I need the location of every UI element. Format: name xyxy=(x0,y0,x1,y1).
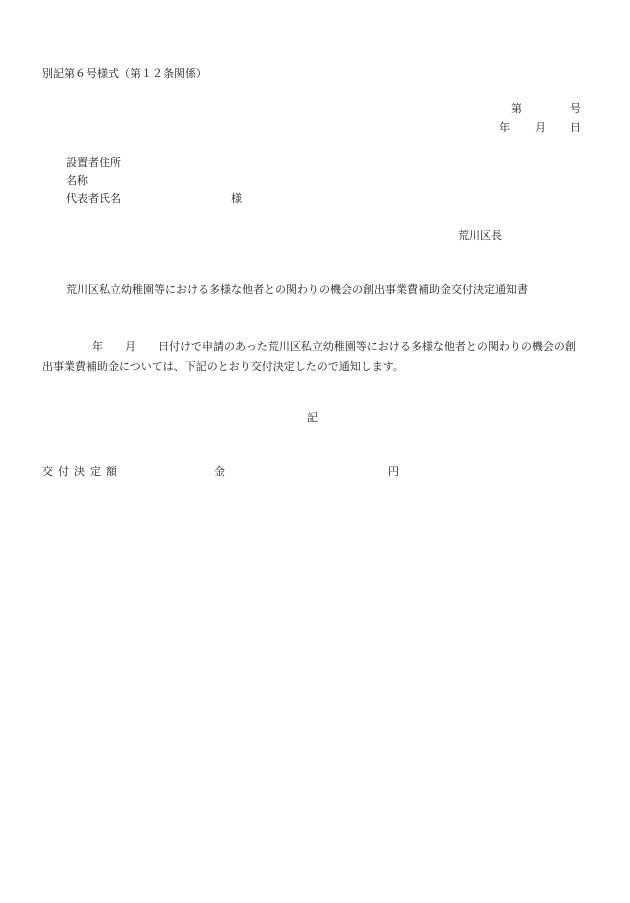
decision-kin: 金 xyxy=(214,465,225,478)
date-day: 日 xyxy=(570,121,581,134)
representative-label: 代表者氏名 xyxy=(66,192,121,205)
body-year: 年 xyxy=(92,340,103,353)
body-paragraph xyxy=(42,337,576,377)
issuer: 荒川区長 xyxy=(458,229,502,242)
ref-number-prefix: 第 xyxy=(511,102,522,115)
address-label: 設置者住所 xyxy=(66,156,121,169)
date-month: 月 xyxy=(535,121,546,134)
honorific: 様 xyxy=(231,192,242,205)
decision-yen: 円 xyxy=(388,465,399,478)
body-month: 月 xyxy=(125,340,136,353)
form-label: 別記第６号様式（第１２条関係） xyxy=(42,67,207,80)
decision-label: 交付決定額 xyxy=(42,465,122,478)
ki-marker: 記 xyxy=(307,411,318,424)
ref-number-suffix: 号 xyxy=(570,102,581,115)
name-label: 名称 xyxy=(66,174,88,187)
document-title: 荒川区私立幼稚園等における多様な他者との関わりの機会の創出事業費補助金交付決定通知書 xyxy=(66,283,528,296)
body-text: 日付けで申請のあった荒川区私立幼稚園等における多様な他者との関わりの機会の創出事業費補助金については、下記のとおり交付決定したので通知します。 xyxy=(42,340,576,373)
date-year: 年 xyxy=(499,121,510,134)
